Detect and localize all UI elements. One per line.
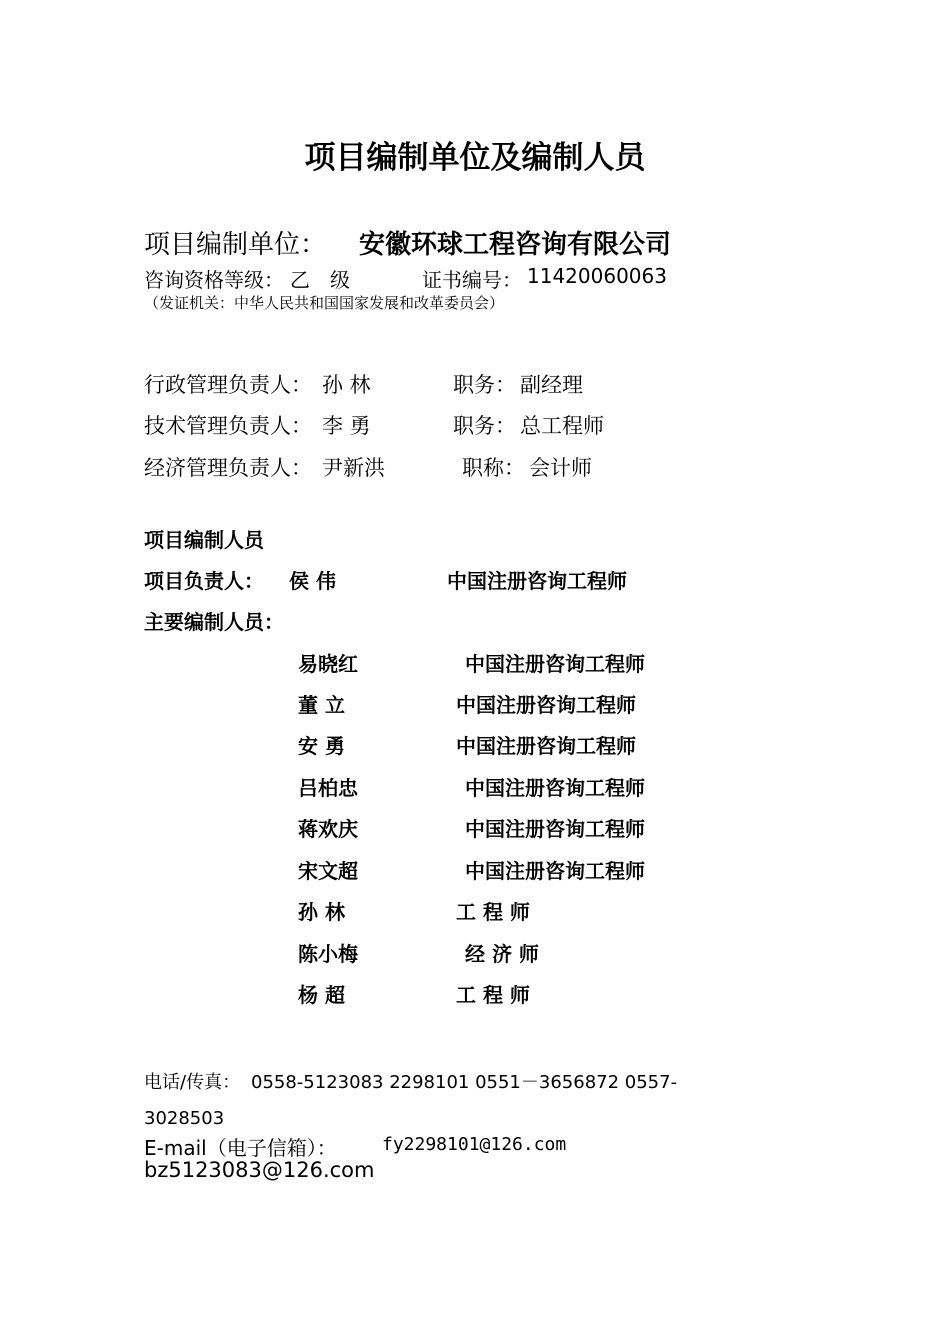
manager-position-label: 职称：: [462, 456, 525, 480]
staff-name: 孙 林: [298, 900, 345, 924]
staff-title: 中国注册咨询工程师: [465, 859, 645, 883]
email-address[interactable]: bz5123083@126.com: [144, 1158, 375, 1182]
email-address[interactable]: fy2298101@126.com: [382, 1134, 567, 1155]
unit-label: 项目编制单位：: [144, 230, 327, 260]
leader-name: 侯 伟: [289, 569, 336, 593]
staff-name: 易晓红: [298, 652, 358, 676]
email-label: E-mail（电子信箱）：: [144, 1136, 337, 1160]
staff-title: 经 济 师: [465, 942, 539, 966]
staff-title: 中国注册咨询工程师: [456, 693, 636, 717]
manager-role: 技术管理负责人：: [144, 414, 312, 438]
unit-name: 安徽环球工程咨询有限公司: [359, 230, 672, 260]
main-staff-label: 主要编制人员：: [144, 610, 284, 634]
staff-title: 工 程 师: [456, 900, 530, 924]
phone-numbers-cont: 3028503: [144, 1108, 225, 1129]
manager-position-label: 职务：: [453, 373, 516, 397]
staff-name: 陈小梅: [298, 942, 358, 966]
qualification-label: 咨询资格等级：: [144, 268, 284, 292]
manager-position: 总工程师: [520, 414, 604, 438]
manager-position: 副经理: [520, 373, 583, 397]
page-title: 项目编制单位及编制人员: [304, 140, 646, 176]
staff-name: 蒋欢庆: [298, 817, 358, 841]
staff-name: 吕柏忠: [298, 776, 358, 800]
staff-name: 宋文超: [298, 859, 358, 883]
staff-name: 安 勇: [298, 734, 345, 758]
certificate-value: 11420060063: [527, 264, 667, 288]
staff-name: 杨 超: [298, 983, 345, 1007]
phone-label: 电话/传真：: [144, 1072, 241, 1093]
staff-title: 工 程 师: [456, 983, 530, 1007]
staff-title: 中国注册咨询工程师: [465, 817, 645, 841]
leader-label: 项目负责人：: [144, 569, 264, 593]
manager-name: 尹新洪: [322, 456, 385, 480]
certificate-label: 证书编号：: [422, 268, 522, 292]
staff-title: 中国注册咨询工程师: [465, 652, 645, 676]
staff-title: 中国注册咨询工程师: [456, 734, 636, 758]
staff-heading: 项目编制人员: [144, 528, 264, 552]
leader-title: 中国注册咨询工程师: [447, 569, 627, 593]
manager-position: 会计师: [529, 456, 592, 480]
phone-numbers: 0558-5123083 2298101 0551－3656872 0557-: [251, 1072, 678, 1093]
qualification-value: 乙 级: [290, 268, 350, 292]
manager-name: 李 勇: [322, 414, 371, 438]
manager-role: 经济管理负责人：: [144, 456, 312, 480]
manager-role: 行政管理负责人：: [144, 373, 312, 397]
manager-position-label: 职务：: [453, 414, 516, 438]
staff-name: 董 立: [298, 693, 345, 717]
staff-title: 中国注册咨询工程师: [465, 776, 645, 800]
issuer-note: （发证机关：中华人民共和国国家发展和改革委员会）: [144, 294, 505, 312]
manager-name: 孙 林: [322, 373, 371, 397]
